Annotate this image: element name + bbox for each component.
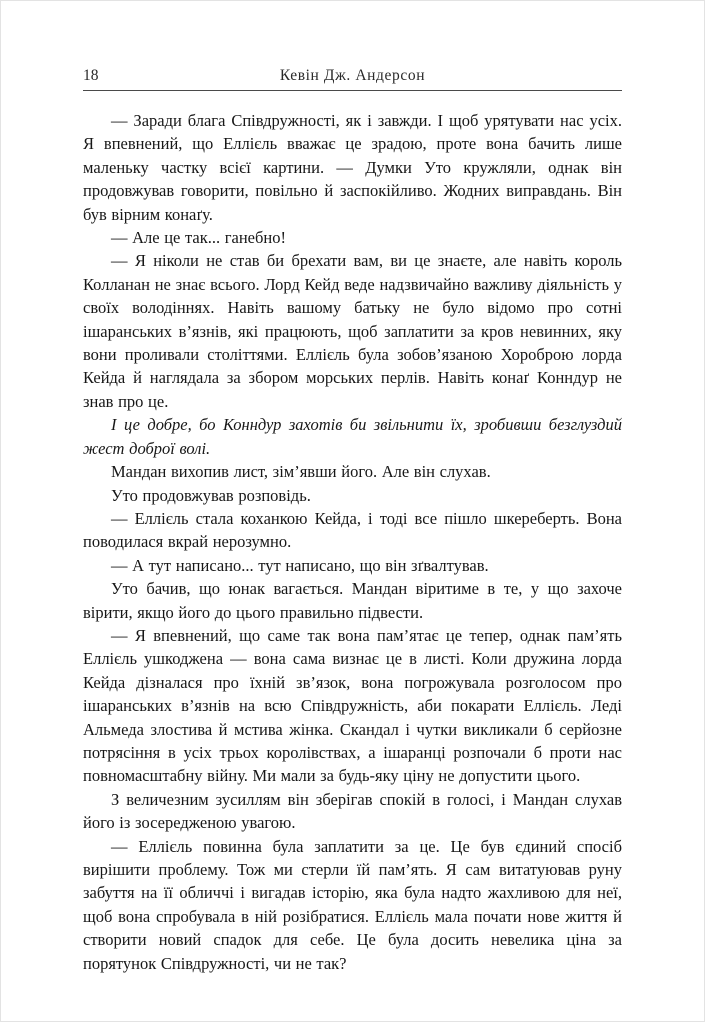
paragraph: Уто бачив, що юнак вагається. Мандан віритиме в те, у що захоче вірити, якщо його до цього правильно підвести. — [83, 579, 622, 622]
paragraph: Уто продовжував розповідь. — [111, 485, 311, 505]
page-header — [83, 67, 622, 91]
page-body — [83, 109, 622, 975]
running-header: Кевін Дж. Андерсон — [279, 67, 426, 84]
paragraph-italic: І це добре, бо Конндур захотів би звільнити їх, зробивши безглуздий жест доброї волі. — [83, 415, 622, 458]
page-content-area — [83, 67, 622, 975]
paragraph: — Але це так... ганебно! — [111, 228, 286, 248]
paragraph: Мандан вихопив лист, зім’явши його. Але він слухав. — [111, 462, 491, 482]
page-number: 18 — [83, 67, 99, 84]
paragraph: — Еллієль стала коханкою Кейда, і тоді все пішло шкереберть. Вона поводилася вкрай нерозумно. — [83, 508, 622, 552]
paragraph: — Еллієль повинна була заплатити за це. Це був єдиний спосіб вирішити проблему. Тож ми стерли їй пам’ять. Я сам витатуював руну забуття на її обличчі і вигадав історію, яка була надто жахливою для неї, щоб вона спробувала в ній розібратися. Еллієль мала почати нове життя й створити новий спадок для себе. Це була досить невелика ціна за порятунок Співдружності, чи не так? — [83, 836, 622, 973]
paragraph: — Я ніколи не став би брехати вам, ви це знаєте, але навіть король Колланан не знає всього. Лорд Кейд веде надзвичайно важливу діяльність у своїх володіннях. Навіть вашому батьку не було відомо про сотні ішаранських в’язнів, які працюють, щоб заплатити за кров невинних, яку вони проливали століттями. Еллієль була зобов’язаною Хороброю лорда Кейда й наглядала за збором морських перлів. Навіть конаґ Конндур не знав про це. — [83, 251, 622, 411]
paragraph: З величезним зусиллям він зберігав спокій в голосі, і Мандан слухав його із зосередженою увагою. — [83, 789, 622, 833]
paragraph: — А тут написано... тут написано, що він зґвалтував. — [111, 555, 489, 575]
paragraph: — Заради блага Співдружності, як і завжди. І щоб урятувати нас усіх. Я впевнений, що Еллієль вважає це зрадою, проте вона бачить лише маленьку частку всієї картини. — Думки Уто кружляли, однак він продовжував говорити, повільно й заспокійливо. Жодних виправдань. Він був вірним конаґу. — [83, 111, 622, 224]
paragraph: — Я впевнений, що саме так вона пам’ятає це тепер, однак пам’ять Еллієль ушкоджена — вона сама визнає це в листі. Коли дружина лорда Кейда дізналася про їхній зв’язок, вона погрожувала розголосом про ішаранських в’язнів на всю Співдружність, аби покарати Еллієль. Леді Альмеда злостива й мстива жінка. Скандал і чутки викликали б серйозне потрясіння в усіх трьох королівствах, а ішаранці розпочали б проти нас повномасштабну війну. Ми мали за будь-яку ціну не допустити цього. — [83, 625, 622, 786]
